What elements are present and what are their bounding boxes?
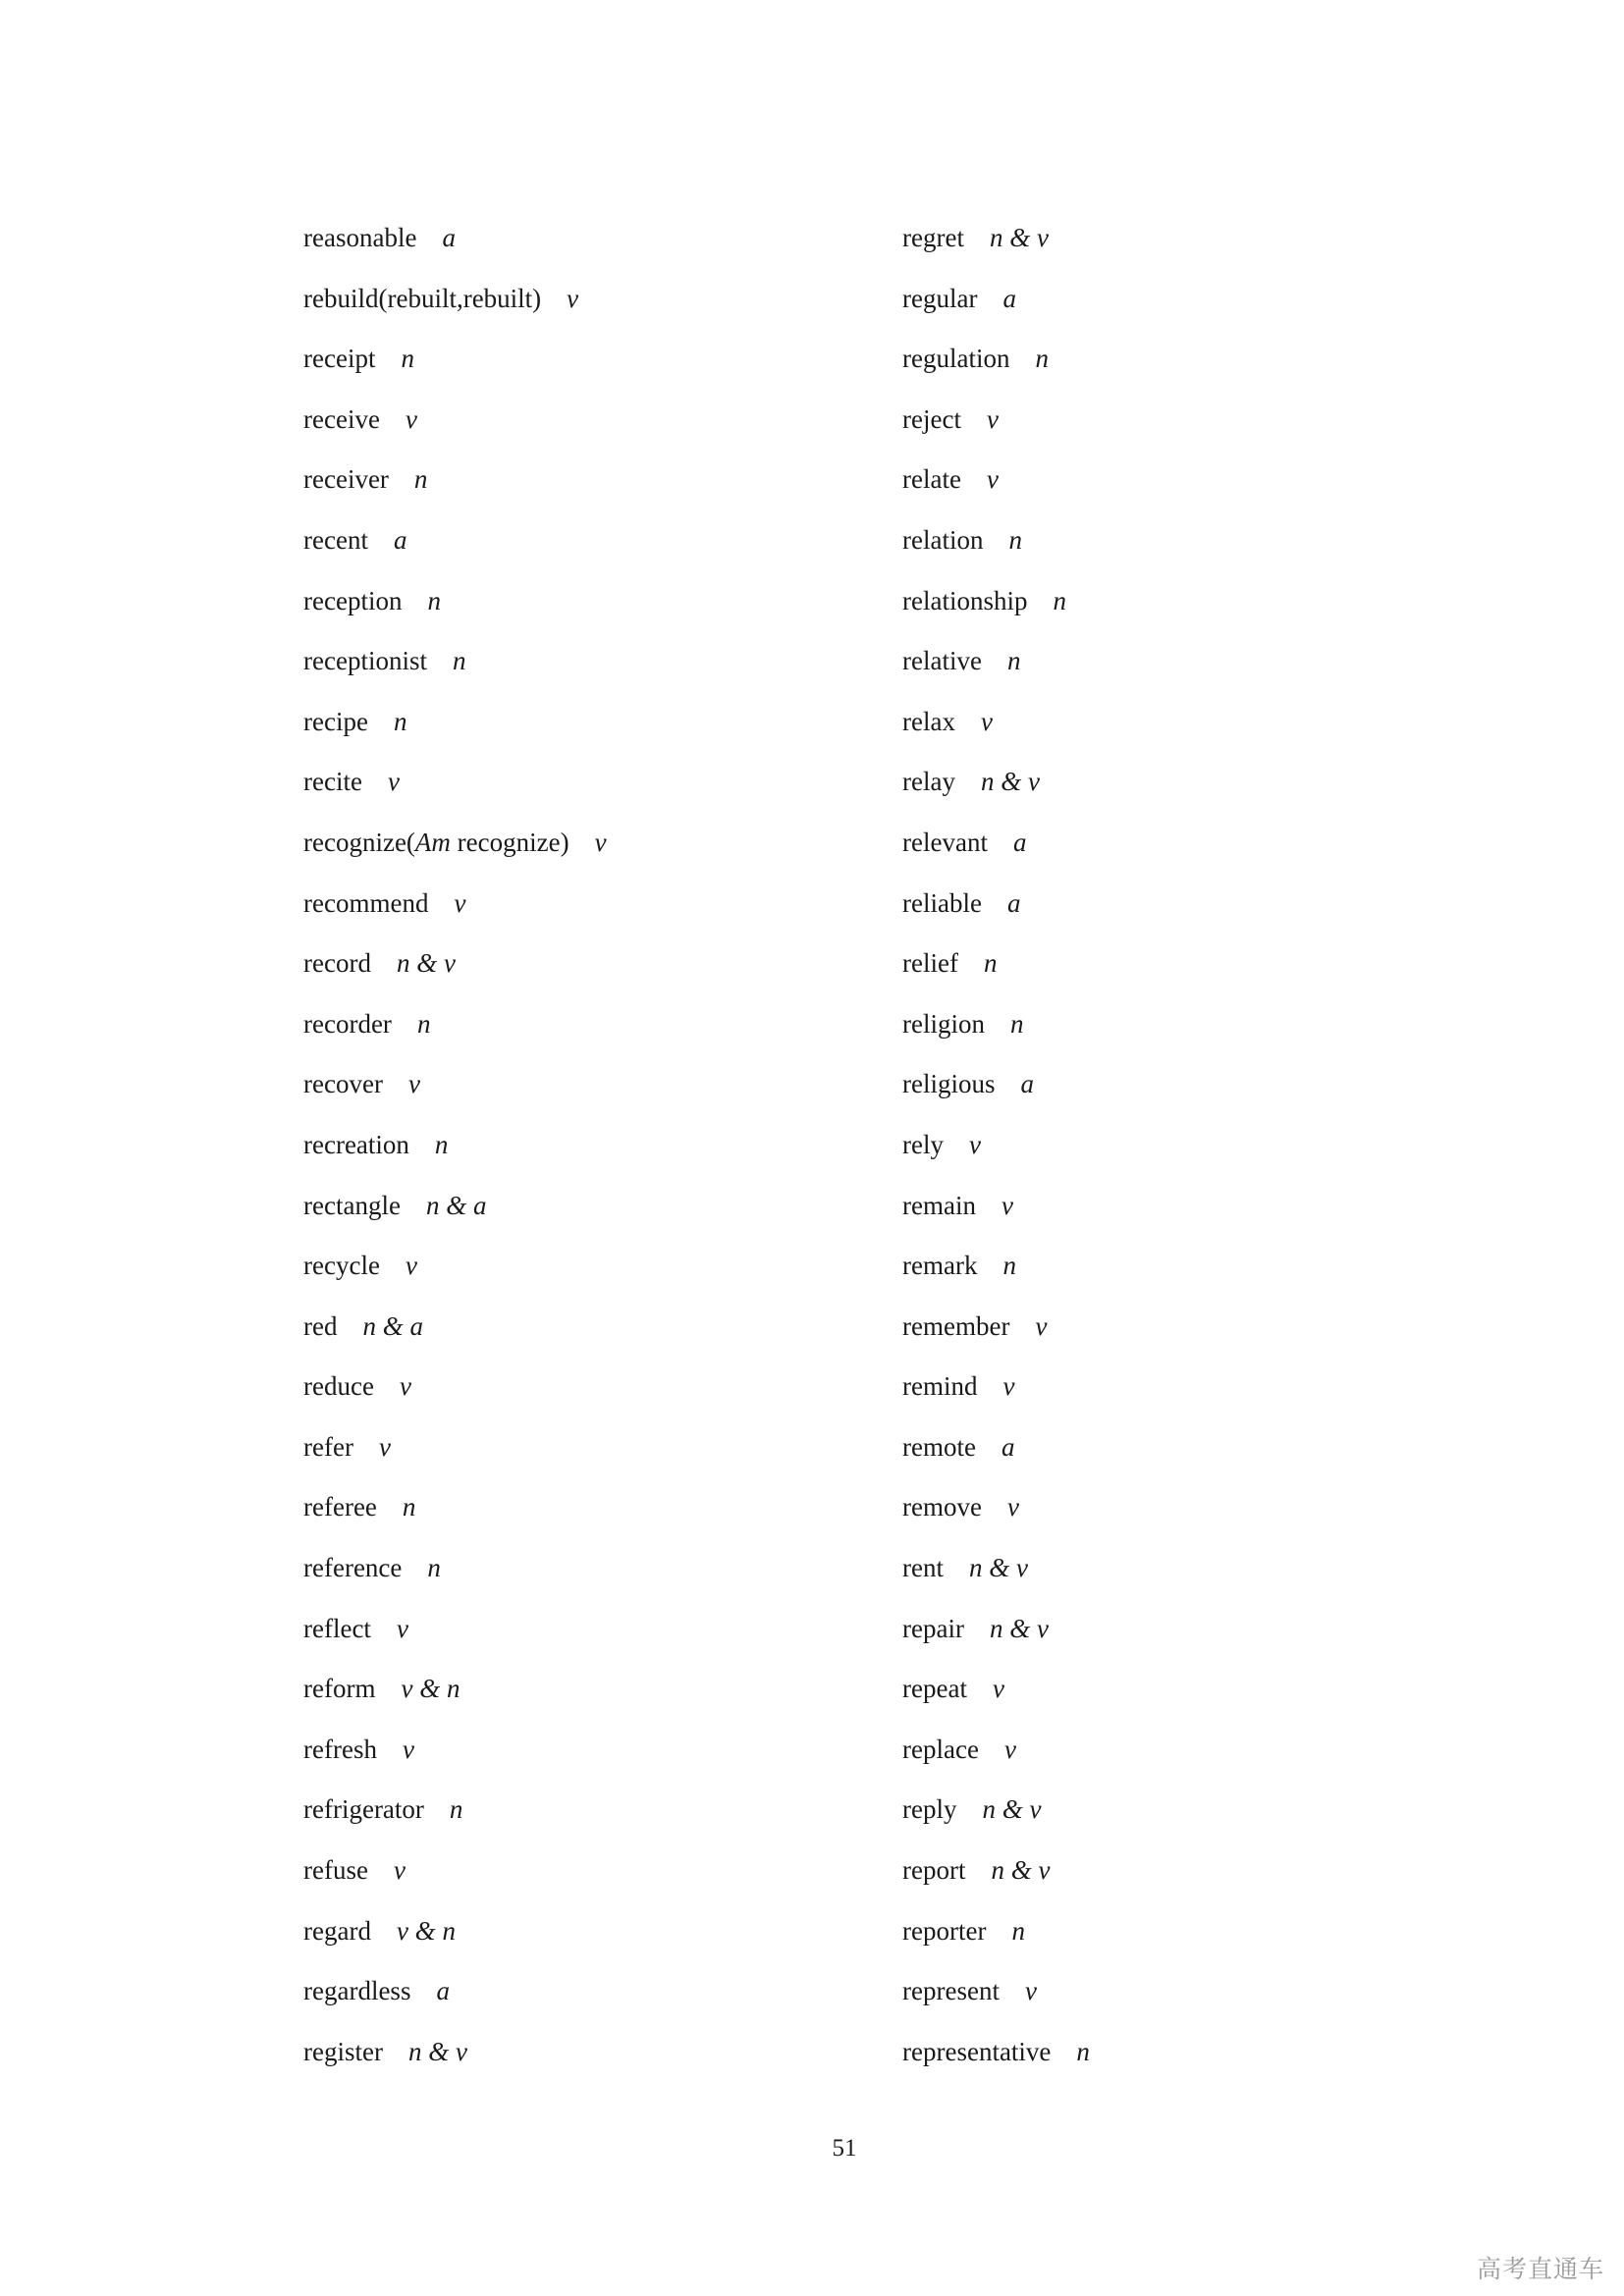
entry-part-of-speech: v <box>396 1613 408 1643</box>
entry-part-of-speech: v <box>405 1251 417 1281</box>
entry-word: refuse <box>303 1855 368 1886</box>
entry-part-of-speech: v <box>405 403 417 434</box>
entry-word: regret <box>902 223 964 252</box>
vocabulary-entry <box>303 1060 853 1121</box>
entry-word: relationship <box>902 585 1028 615</box>
entry-part-of-speech: v <box>402 1734 414 1764</box>
entry-part-of-speech: n <box>1035 344 1049 374</box>
vocabulary-entry <box>902 637 1452 698</box>
entry-word: repair <box>902 1613 964 1643</box>
vocabulary-entry <box>303 516 853 577</box>
entry-part-of-speech: n <box>449 1794 463 1825</box>
entry-part-of-speech: n <box>1009 1008 1024 1039</box>
entry-part-of-speech: v <box>407 1069 420 1099</box>
entry-word: representative <box>902 2036 1052 2066</box>
entry-word: recycle <box>303 1251 380 1281</box>
entry-part-of-speech: n <box>1076 2036 1090 2066</box>
entry-part-of-speech: v <box>1006 1492 1019 1522</box>
entry-word: reasonable <box>303 223 417 252</box>
vocabulary-entry <box>303 577 853 638</box>
entry-word: relative <box>902 646 982 676</box>
entry-word: relate <box>902 464 961 495</box>
entry-word: record <box>303 948 371 979</box>
entry-word: reliable <box>902 887 982 918</box>
entry-part-of-speech: n <box>1053 585 1066 615</box>
vocabulary-entry <box>902 758 1452 819</box>
entry-part-of-speech: v <box>986 464 999 495</box>
entry-part-of-speech: n & v <box>396 948 456 979</box>
vocabulary-entry <box>303 1242 853 1303</box>
vocabulary-entry <box>902 1242 1452 1303</box>
vocabulary-entry <box>902 1967 1452 2028</box>
vocabulary-entry <box>303 1303 853 1363</box>
entry-part-of-speech: v <box>378 1431 391 1462</box>
entry-part-of-speech: n <box>427 1553 441 1583</box>
entry-part-of-speech: n <box>1008 524 1022 555</box>
vocabulary-entry <box>303 1121 853 1182</box>
vocabulary-entry <box>902 1423 1452 1484</box>
entry-part-of-speech: v <box>594 827 607 857</box>
entry-word: recover <box>303 1069 383 1099</box>
entry-word: reduce <box>303 1371 374 1402</box>
entry-part-of-speech: n <box>413 464 428 495</box>
entry-part-of-speech: n & v <box>968 1553 1028 1583</box>
entry-word: relay <box>902 767 955 797</box>
vocabulary-entry <box>303 2028 853 2089</box>
entry-word: receipt <box>303 344 376 374</box>
entry-word: recite <box>303 767 362 797</box>
entry-part-of-speech: n & v <box>989 1613 1049 1643</box>
vocabulary-entry <box>902 516 1452 577</box>
vocabulary-entry <box>303 1544 853 1605</box>
vocabulary-entry <box>902 1605 1452 1666</box>
entry-part-of-speech: n & v <box>991 1855 1051 1886</box>
entry-word: reject <box>902 403 961 434</box>
entry-word-variant-label: Am <box>414 827 451 857</box>
vocabulary-entry <box>303 1786 853 1846</box>
vocabulary-entry <box>303 1846 853 1907</box>
vocabulary-entry <box>303 396 853 456</box>
entry-part-of-speech: v <box>1001 1190 1013 1220</box>
entry-word: regulation <box>902 344 1010 374</box>
entry-word: recognize( <box>303 827 415 857</box>
entry-part-of-speech: a <box>1012 827 1027 857</box>
vocabulary-entry <box>303 880 853 940</box>
entry-word: religion <box>902 1008 985 1039</box>
entry-word: recent <box>303 524 368 555</box>
entry-word: receiver <box>303 464 389 495</box>
vocabulary-entry <box>303 1665 853 1726</box>
entry-part-of-speech: n & a <box>425 1190 487 1220</box>
vocabulary-entry <box>303 637 853 698</box>
entry-word: rebuild(rebuilt,rebuilt) <box>303 283 542 313</box>
entry-word: reform <box>303 1674 376 1704</box>
entry-word: recorder <box>303 1008 392 1039</box>
vocabulary-entry <box>902 1726 1452 1787</box>
vocabulary-entry <box>902 577 1452 638</box>
vocabulary-entry <box>303 698 853 759</box>
vocabulary-entry <box>902 1907 1452 1968</box>
vocabulary-column-right <box>902 214 1452 2088</box>
entry-word: remote <box>902 1431 976 1462</box>
vocabulary-entry <box>902 2028 1452 2089</box>
vocabulary-entry <box>303 1362 853 1423</box>
entry-word-variant: recognize) <box>450 827 569 857</box>
vocabulary-column-left <box>303 214 853 2088</box>
vocabulary-entry <box>303 1907 853 1968</box>
entry-word: repeat <box>902 1674 967 1704</box>
entry-part-of-speech: n & v <box>407 2036 467 2066</box>
entry-word: regard <box>303 1915 371 1946</box>
entry-part-of-speech: n <box>401 344 414 374</box>
entry-part-of-speech: n <box>452 646 466 676</box>
entry-part-of-speech: a <box>436 1976 450 2006</box>
vocabulary-entry <box>902 1182 1452 1243</box>
entry-part-of-speech: n <box>1011 1915 1025 1946</box>
entry-part-of-speech: n <box>416 1008 431 1039</box>
entry-part-of-speech: v <box>1002 1371 1015 1402</box>
vocabulary-entry <box>303 758 853 819</box>
vocabulary-entry <box>303 335 853 396</box>
entry-word: reporter <box>902 1915 987 1946</box>
entry-part-of-speech: n & a <box>362 1310 423 1341</box>
vocabulary-entry <box>303 1000 853 1061</box>
vocabulary-entry <box>902 1362 1452 1423</box>
vocabulary-entry <box>303 455 853 516</box>
entry-part-of-speech: a <box>442 223 456 252</box>
vocabulary-entry <box>902 880 1452 940</box>
entry-word: receive <box>303 403 380 434</box>
entry-word: refer <box>303 1431 353 1462</box>
vocabulary-entry <box>902 939 1452 1000</box>
entry-part-of-speech: n <box>402 1492 416 1522</box>
entry-word: remain <box>902 1190 976 1220</box>
entry-part-of-speech: v <box>1003 1734 1016 1764</box>
vocabulary-entry <box>902 1665 1452 1726</box>
entry-part-of-speech: v <box>1024 1976 1037 2006</box>
entry-word: remark <box>902 1251 978 1281</box>
vocabulary-entry <box>902 214 1452 275</box>
vocabulary-entry <box>902 1483 1452 1544</box>
entry-part-of-speech: v <box>1035 1310 1048 1341</box>
page-number: 51 <box>832 2135 857 2162</box>
vocabulary-entry <box>303 1423 853 1484</box>
vocabulary-entry <box>902 819 1452 880</box>
vocabulary-entry <box>303 1967 853 2028</box>
vocabulary-entry <box>902 275 1452 336</box>
entry-part-of-speech: n & v <box>982 1794 1042 1825</box>
entry-word: rely <box>902 1129 944 1159</box>
vocabulary-entry <box>902 1544 1452 1605</box>
entry-word: replace <box>902 1734 979 1764</box>
vocabulary-entry <box>303 1182 853 1243</box>
entry-word: relation <box>902 524 984 555</box>
entry-part-of-speech: v <box>980 706 993 736</box>
entry-word: relevant <box>902 827 988 857</box>
entry-word: rectangle <box>303 1190 401 1220</box>
entry-part-of-speech: n <box>393 706 407 736</box>
entry-word: remind <box>902 1371 978 1402</box>
vocabulary-entry <box>303 1483 853 1544</box>
entry-part-of-speech: a <box>1002 283 1016 313</box>
entry-word: refresh <box>303 1734 377 1764</box>
vocabulary-entry <box>902 1121 1452 1182</box>
entry-word: represent <box>902 1976 1000 2006</box>
entry-part-of-speech: n <box>1006 646 1021 676</box>
vocabulary-entry <box>902 1000 1452 1061</box>
entry-word: relax <box>902 706 955 736</box>
entry-part-of-speech: n & v <box>989 223 1049 252</box>
vocabulary-entry <box>303 275 853 336</box>
vocabulary-entry <box>303 939 853 1000</box>
entry-word: refrigerator <box>303 1794 424 1825</box>
entry-part-of-speech: n & v <box>980 767 1040 797</box>
entry-word: reception <box>303 585 403 615</box>
entry-part-of-speech: v <box>992 1674 1004 1704</box>
entry-word: report <box>902 1855 966 1886</box>
entry-part-of-speech: v & n <box>396 1915 456 1946</box>
entry-part-of-speech: a <box>1020 1069 1034 1099</box>
entry-word: reference <box>303 1553 403 1583</box>
entry-word: receptionist <box>303 646 427 676</box>
entry-word: relief <box>902 948 958 979</box>
entry-part-of-speech: v <box>399 1371 411 1402</box>
entry-word: remember <box>902 1310 1010 1341</box>
entry-word: recreation <box>303 1129 409 1159</box>
entry-part-of-speech: v <box>567 283 579 313</box>
entry-part-of-speech: n <box>983 948 998 979</box>
entry-word: register <box>303 2036 383 2066</box>
vocabulary-entry <box>902 335 1452 396</box>
vocabulary-entry <box>902 396 1452 456</box>
entry-part-of-speech: v <box>454 887 466 918</box>
entry-word: referee <box>303 1492 377 1522</box>
entry-part-of-speech: v & n <box>401 1674 460 1704</box>
entry-part-of-speech: n <box>427 585 441 615</box>
entry-word: reflect <box>303 1613 371 1643</box>
entry-word: regardless <box>303 1976 411 2006</box>
entry-part-of-speech: v <box>387 767 400 797</box>
entry-word: reply <box>902 1794 957 1825</box>
vocabulary-entry <box>902 455 1452 516</box>
vocabulary-entry <box>303 1726 853 1787</box>
entry-part-of-speech: v <box>968 1129 981 1159</box>
entry-part-of-speech: n <box>1002 1251 1016 1281</box>
entry-word: recipe <box>303 706 368 736</box>
vocabulary-entry <box>303 819 853 880</box>
entry-word: red <box>303 1310 338 1341</box>
entry-part-of-speech: v <box>986 403 999 434</box>
vocabulary-entry <box>902 1846 1452 1907</box>
entry-part-of-speech: a <box>1006 887 1021 918</box>
entry-word: remove <box>902 1492 982 1522</box>
vocabulary-entry <box>303 1605 853 1666</box>
entry-part-of-speech: v <box>393 1855 406 1886</box>
vocabulary-entry <box>902 698 1452 759</box>
entry-part-of-speech: a <box>393 524 407 555</box>
watermark: 高考直通车 <box>1476 2255 1604 2283</box>
vocabulary-entry <box>902 1060 1452 1121</box>
entry-part-of-speech: n <box>434 1129 449 1159</box>
vocabulary-entry <box>303 214 853 275</box>
vocabulary-entry <box>902 1303 1452 1363</box>
entry-part-of-speech: a <box>1001 1431 1015 1462</box>
entry-word: regular <box>902 283 978 313</box>
entry-word: religious <box>902 1069 996 1099</box>
vocabulary-entry <box>902 1786 1452 1846</box>
entry-word: recommend <box>303 887 429 918</box>
entry-word: rent <box>902 1553 944 1583</box>
